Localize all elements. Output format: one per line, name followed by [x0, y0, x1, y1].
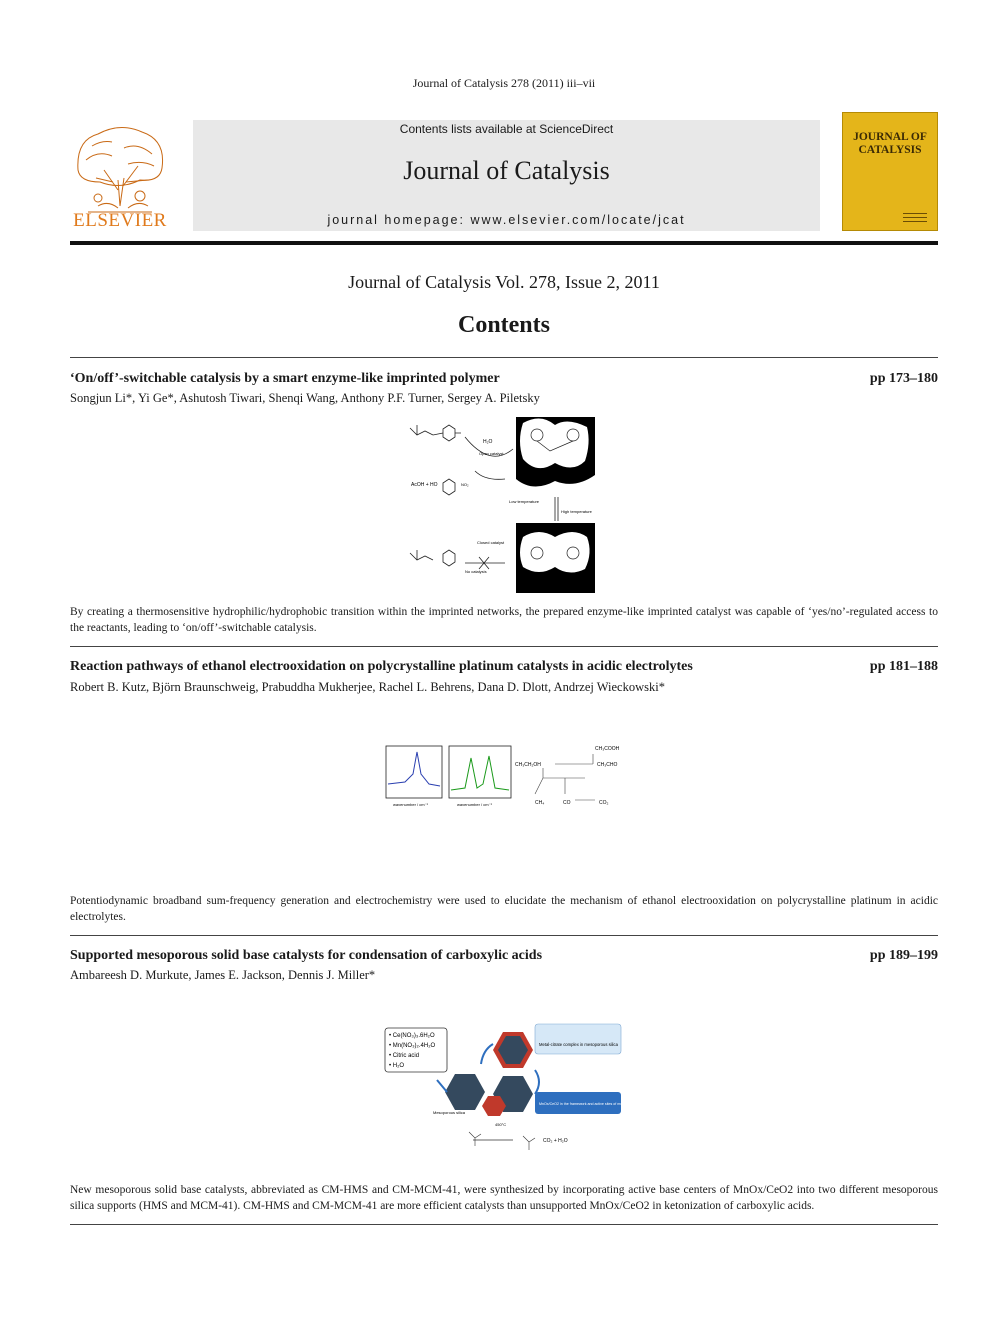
- journal-title: Journal of Catalysis: [403, 156, 610, 185]
- mesoporous-label: Mesoporous silica: [433, 1110, 466, 1115]
- cover-decoration: [903, 213, 927, 214]
- article-title[interactable]: Supported mesoporous solid base catalysts for condensation of carboxylic acids: [70, 948, 543, 963]
- journal-banner: [193, 120, 820, 231]
- label-co2: CO₂: [599, 800, 609, 806]
- cover-decoration: [903, 217, 927, 218]
- reagent-2: • Mn(NO₃)₂.4H₂O: [389, 1043, 436, 1049]
- box1-label: Metal-citrate complex in mesoporous silica: [539, 1042, 618, 1047]
- article-authors: Ambareesh D. Murkute, James E. Jackson, Dennis J. Miller*: [70, 968, 376, 982]
- article-divider: [70, 646, 938, 647]
- reagent-3: • Citric acid: [389, 1053, 420, 1059]
- label-ch3cooh: CH₃COOH: [595, 746, 620, 752]
- publisher-logo-text: ELSEVIER: [73, 210, 167, 231]
- cover-title-line2: CATALYSIS: [858, 144, 922, 156]
- article-divider: [70, 935, 938, 936]
- label-h2o: H₂O: [483, 439, 493, 445]
- article-abstract: Potentiodynamic broadband sum-frequency generation and electrochemistry were used to elucidate the mechanism of ethanol electrooxidation on polycrystalline platinum in acidic electrolytes.: [70, 895, 938, 923]
- spectrum-x-label: wavenumber / cm⁻¹: [393, 802, 429, 807]
- label-acoh: AcOH + HO: [411, 482, 438, 488]
- sfg-spectrum-acetaldehyde: [451, 756, 509, 790]
- article-abstract: By creating a thermosensitive hydrophilic/hydrophobic transition within the imprinted networks, the prepared enzyme-like imprinted catalyst was capable of ‘yes/no’-regulated access to the reactants, leading to ‘on/off’-switchable catalysis.: [70, 606, 938, 634]
- metal-citrate-box: [535, 1024, 621, 1054]
- article-authors: Robert B. Kutz, Björn Braunschweig, Prabuddha Mukherjee, Rachel L. Behrens, Dana D. Dlott, Andrzej Wieckowski*: [70, 680, 665, 694]
- label-closed-catalyst: Closed catalyst: [477, 540, 505, 545]
- label-low-temp: Low temperature: [509, 499, 540, 504]
- label-ch4: CH₄: [535, 800, 545, 806]
- label-open-catalyst: Open catalyst: [479, 451, 504, 456]
- cover-title: [843, 131, 937, 157]
- contents-heading: Contents: [457, 312, 550, 338]
- available-prefix: Contents lists available at: [399, 122, 540, 136]
- article-pages: pp 189–199: [869, 948, 938, 963]
- label-co: CO: [563, 800, 571, 806]
- graphical-abstract-1: [405, 413, 600, 599]
- label-ch3ch2oh: CH₃CH₂OH: [515, 762, 541, 768]
- reagent-1: • Ce(NO₃)₃.6H₂O: [389, 1033, 435, 1039]
- label-high-temp: High temperature: [561, 509, 592, 514]
- graphical-abstract-2: [385, 744, 635, 810]
- pathway-arrows: [535, 754, 595, 800]
- heat-label: 450°C: [495, 1122, 507, 1127]
- box2-label: MnOx/CeO2 in the framework and active sites of mesoporous silica: [539, 1102, 647, 1106]
- label-ch3cho: CH₃CHO: [597, 762, 618, 768]
- article-pages: pp 181–188: [869, 659, 938, 674]
- graphical-abstract-3: [383, 1020, 647, 1156]
- journal-cover: [842, 112, 938, 231]
- article-abstract: New mesoporous solid base catalysts, abbreviated as CM-HMS and CM-MCM-41, were synthesized by incorporating active base centers of MnOx/CeO2 into two different mesoporous silica supports (HMS and MCM-41). CM-HMS and CM-MCM-41 are more efficient catalysts than unsupported MnOx/CeO2 in ketonization of carboxylic acids.: [70, 1184, 938, 1212]
- sciencedirect-link[interactable]: ScienceDirect: [539, 122, 614, 136]
- article-title[interactable]: ‘On/off’-switchable catalysis by a smart enzyme-like imprinted polymer: [70, 371, 500, 386]
- contents-available-line: [193, 122, 820, 136]
- sfg-spectrum-co: [388, 752, 440, 786]
- cover-decoration: [903, 221, 927, 222]
- volume-line: Journal of Catalysis Vol. 278, Issue 2, 2011: [348, 272, 660, 292]
- article-pages: pp 173–180: [869, 371, 938, 386]
- reagent-4: • H₂O: [389, 1063, 405, 1069]
- article-divider: [70, 357, 938, 358]
- label-no2: NO₂: [461, 482, 469, 487]
- article-title[interactable]: Reaction pathways of ethanol electrooxidation on polycrystalline platinum catalysts in acidic electrolytes: [70, 659, 693, 674]
- journal-homepage[interactable]: journal homepage: www.elsevier.com/locate/jcat: [327, 213, 686, 227]
- hexagon-mesoporous-silica: [445, 1074, 485, 1110]
- article-divider: [70, 1224, 938, 1225]
- products-label: CO₂ + H₂O: [543, 1138, 568, 1144]
- spectrum-x-label: wavenumber / cm⁻¹: [457, 802, 493, 807]
- header-rule: [70, 241, 938, 245]
- running-head: Journal of Catalysis 278 (2011) iii–vii: [412, 76, 596, 90]
- label-no-catalysis: No catalysis: [465, 569, 487, 574]
- cover-title-line1: JOURNAL OF: [853, 131, 927, 143]
- article-authors: Songjun Li*, Yi Ge*, Ashutosh Tiwari, Shenqi Wang, Anthony P.F. Turner, Sergey A. Piletsky: [70, 391, 540, 405]
